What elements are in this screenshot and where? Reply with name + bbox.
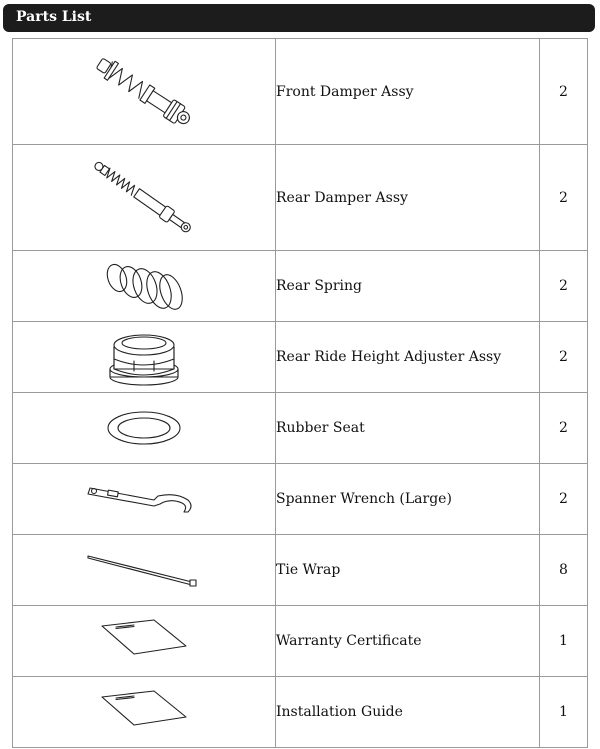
part-image-cell [13, 145, 276, 251]
part-image-cell [13, 39, 276, 145]
part-name: Rear Spring [276, 251, 540, 322]
part-qty: 2 [540, 322, 588, 393]
table-row [13, 677, 588, 748]
part-name: Rear Damper Assy [276, 145, 540, 251]
part-image-cell [13, 677, 276, 748]
part-qty: 2 [540, 39, 588, 145]
certificate-icon [94, 616, 194, 666]
part-name: Front Damper Assy [276, 39, 540, 145]
part-image-cell [13, 251, 276, 322]
table-row [13, 322, 588, 393]
part-name: Rear Ride Height Adjuster Assy [276, 322, 540, 393]
part-qty: 2 [540, 393, 588, 464]
table-row [13, 393, 588, 464]
table-row [13, 39, 588, 145]
part-image-cell [13, 606, 276, 677]
part-qty: 8 [540, 535, 588, 606]
part-name: Rubber Seat [276, 393, 540, 464]
parts-table [12, 38, 588, 748]
part-image-cell [13, 535, 276, 606]
rubber-seat-icon [104, 403, 184, 453]
spanner-wrench-icon [84, 474, 204, 524]
part-qty: 2 [540, 464, 588, 535]
table-row [13, 145, 588, 251]
tie-wrap-icon [84, 550, 204, 590]
part-name: Spanner Wrench (Large) [276, 464, 540, 535]
table-row [13, 606, 588, 677]
part-name: Installation Guide [276, 677, 540, 748]
rear-damper-icon [79, 148, 209, 248]
part-image-cell [13, 322, 276, 393]
height-adjuster-icon [104, 325, 184, 389]
part-qty: 1 [540, 677, 588, 748]
part-qty: 1 [540, 606, 588, 677]
table-row [13, 535, 588, 606]
spring-icon [99, 254, 189, 318]
part-qty: 2 [540, 251, 588, 322]
parts-list-header [3, 4, 595, 32]
guide-booklet-icon [94, 687, 194, 737]
table-row [13, 464, 588, 535]
part-image-cell [13, 393, 276, 464]
part-qty: 2 [540, 145, 588, 251]
table-row [13, 251, 588, 322]
part-image-cell [13, 464, 276, 535]
front-damper-icon [79, 42, 209, 142]
part-name: Warranty Certificate [276, 606, 540, 677]
part-name: Tie Wrap [276, 535, 540, 606]
page-title: Parts List [16, 9, 92, 25]
